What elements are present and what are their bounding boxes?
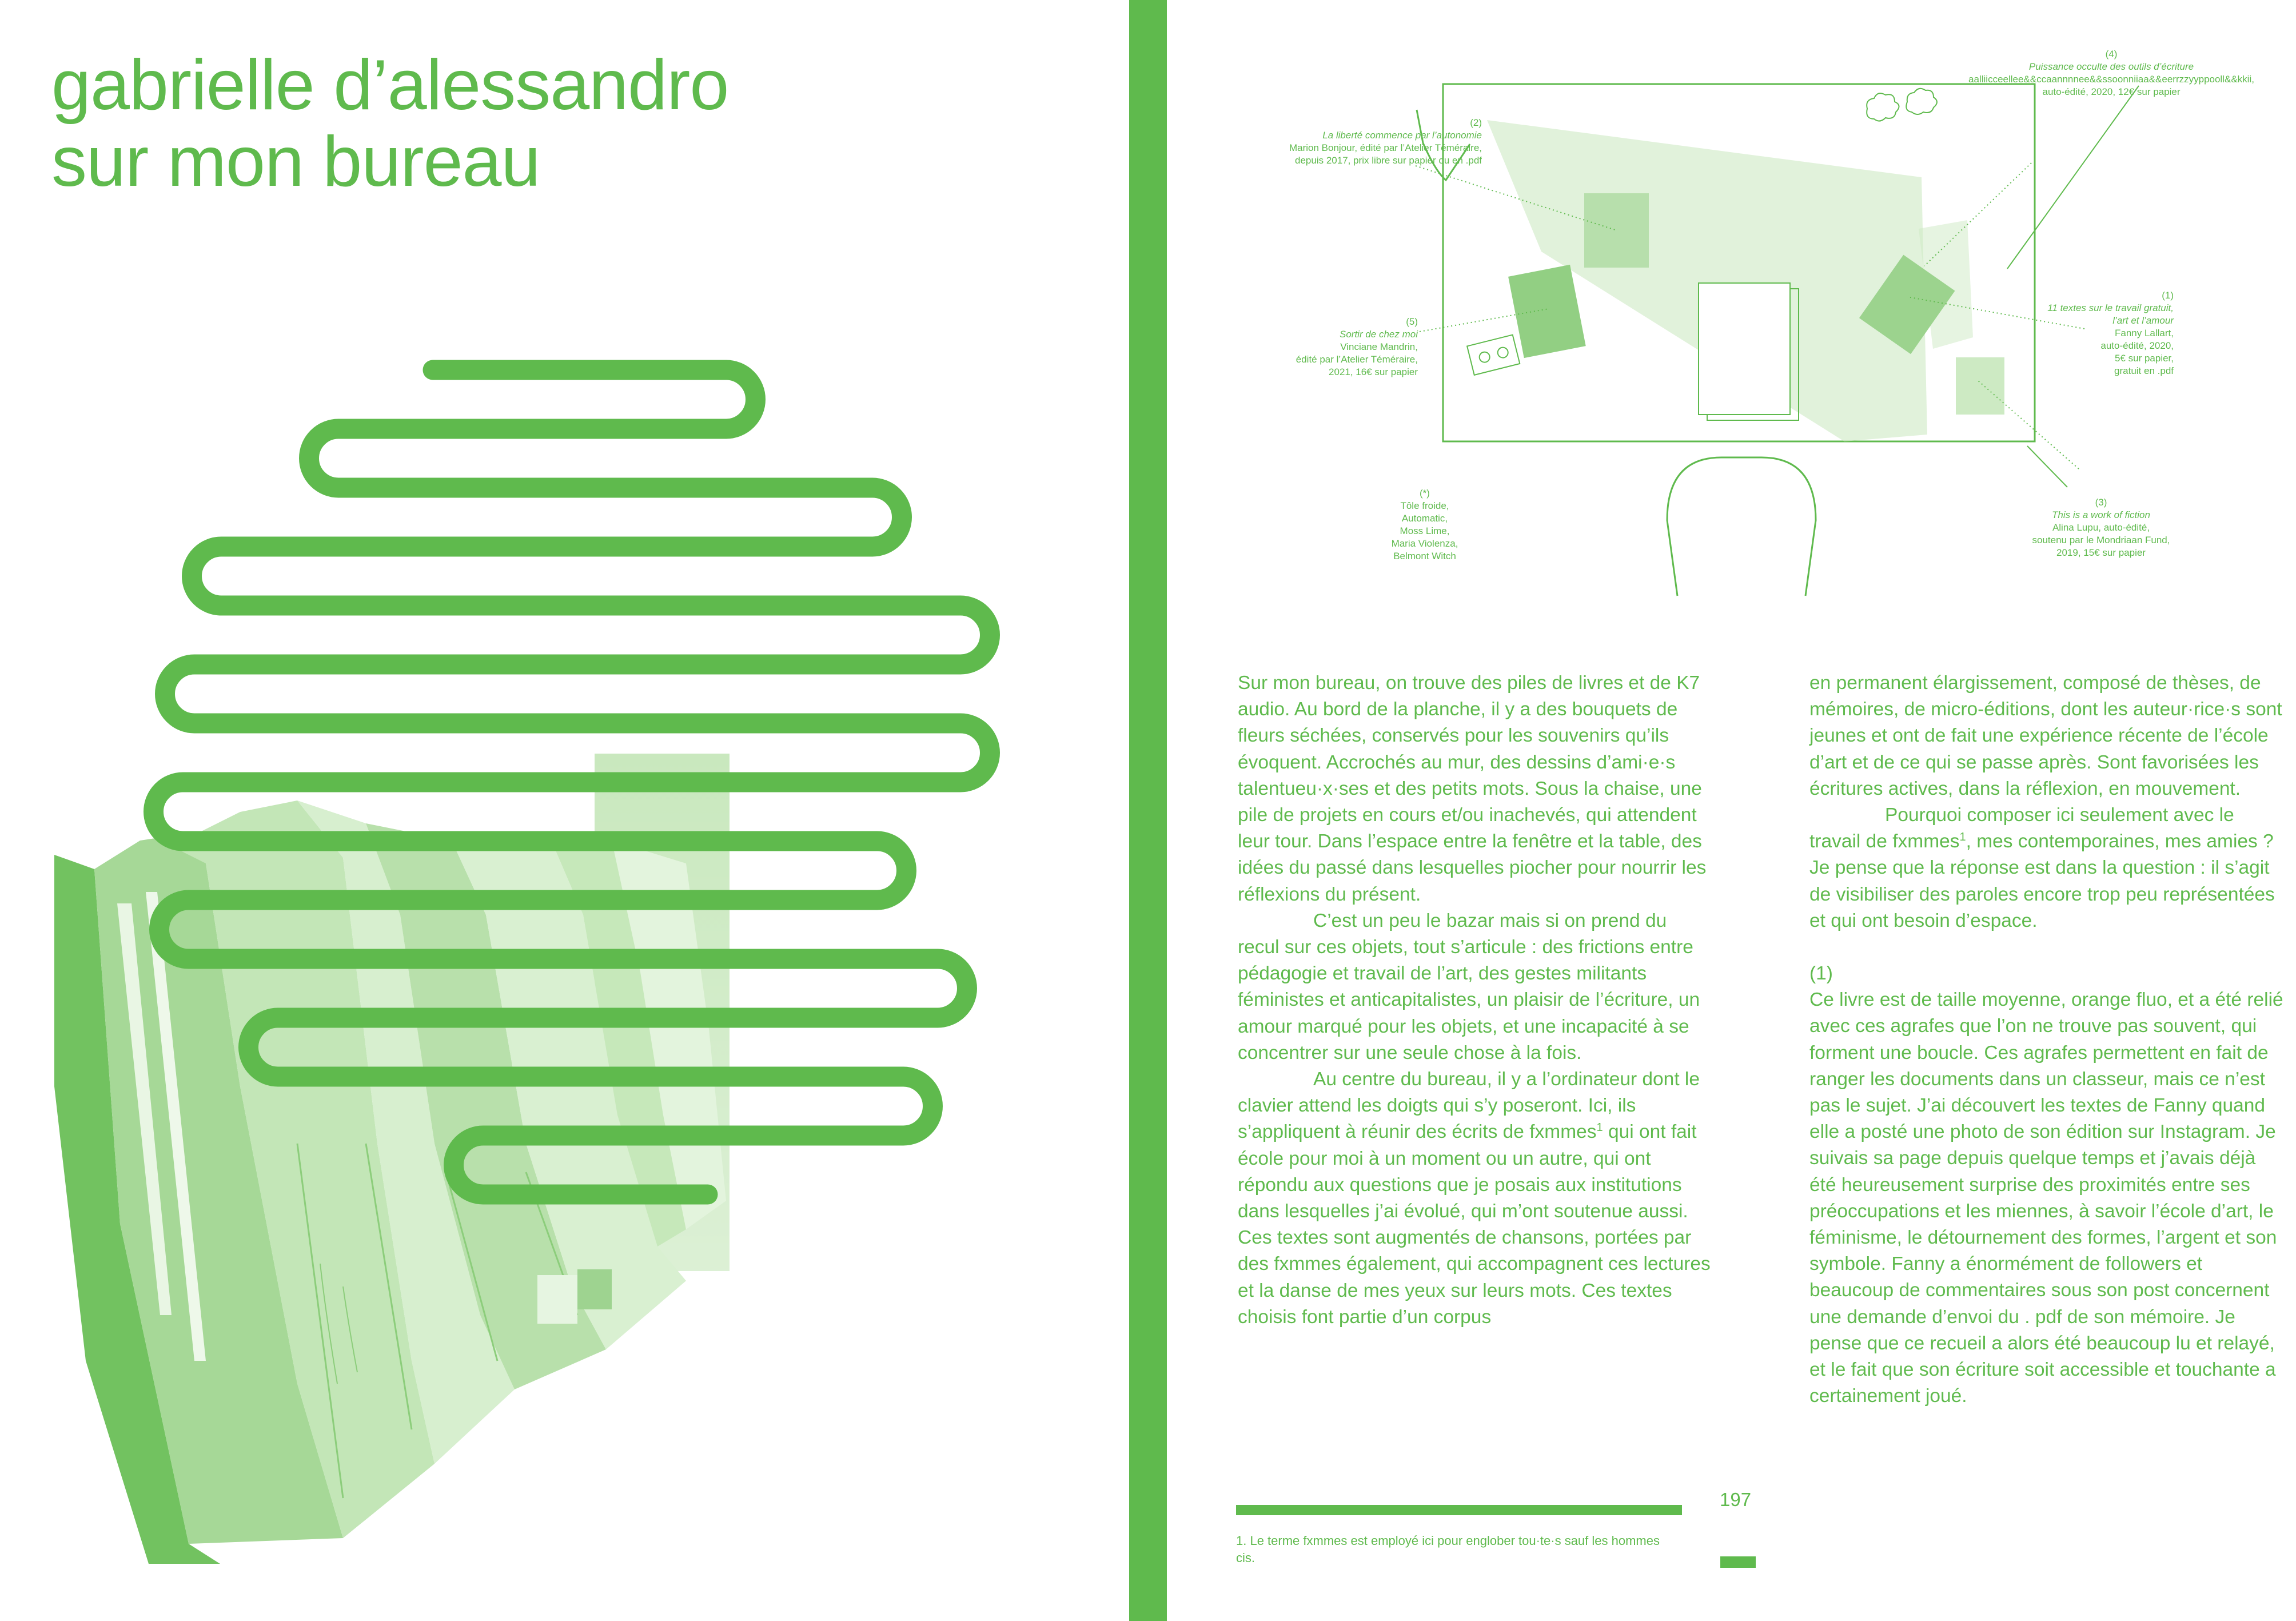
footnote-rule (1236, 1505, 1682, 1515)
footnote: 1. Le terme fxmmes est employé ici pour englober tou·te·s sauf les hommes cis. (1236, 1534, 1660, 1565)
annotation-5-detail-1: Vinciane Mandrin, (1340, 341, 1418, 352)
annotation-3-title: This is a work of fiction (2052, 509, 2150, 520)
center-spine-bar (1129, 0, 1167, 1621)
annotation-star-detail-4: Maria Violenza, (1391, 538, 1458, 549)
leader-lines-solid (2007, 86, 2139, 487)
paragraph: Sur mon bureau, on trouve des piles de livres et de K7 audio. Au bord de la planche, il y a des bouquets de fleurs séchées, conservés pour les souvenirs qu’ils évoquent. Accrochés au mur, des dessins d’ami·e·s talentueu·x·ses et des petits mots. Sous la chaise, une pile de projets en cours et/ou inachevés, qui attendent leur tour. Dans l’espace entre la fenêtre et la table, des idées du passé dans lesquelles piocher pour nourrir les réflexions du présent. (1238, 672, 1707, 905)
paragraph: Ce livre est de taille moyenne, orange fluo, et a été relié avec ces agrafes que l’on ne trouve pas souvent, qui forment une boucle. Ces agrafes permettent en fait de ranger les documents dans un classeur, mais ce n’est pas le sujet. J’ai découvert les textes de Fanny quand elle a posté une photo de son édition sur Instagram. Je suivais sa page depuis quelque temps et j’avais déjà été heureusement surprise des proximités entre ses préoccupations et les miennes, à savoir l’école d’art, le féminisme, le détournement des formes, l’argent et son symbole. Fanny a énormément de followers et beaucoup de commentaires sous son post concernent une demande d’envoi du . pdf de son mémoire. Je pense que ce recueil a alors été beaucoup lu et relayé, et le fait que son écriture soit accessible et touchante a certainement joué. (1809, 989, 2283, 1407)
annotation-1 (2024, 289, 2174, 377)
annotation-star-detail-3: Moss Lime, (1400, 525, 1450, 536)
footnote-reference[interactable]: 1 (1596, 1121, 1603, 1134)
body-column-2 (1809, 670, 2284, 1409)
paragraph (1238, 1066, 1712, 1331)
chair-outline (1667, 457, 1816, 596)
dried-flowers (1867, 89, 1937, 121)
book-pile-photo (54, 754, 730, 1564)
annotation-4-title: Puissance occulte des outils d’écriture (2028, 61, 2194, 72)
annotation-5-number: (5) (1406, 316, 1418, 327)
page-marker-bar (1720, 1556, 1756, 1568)
annotation-1-detail-1: Fanny Lallart, (2115, 328, 2174, 338)
paragraph-text: Pourquoi composer ici seulement avec le travail de fxmmes (1809, 804, 2234, 853)
body-column-1 (1238, 670, 1712, 1331)
footnote-reference[interactable]: 1 (1959, 831, 1966, 844)
annotation-1-title-2: l’art et l’amour (2112, 315, 2174, 326)
annotation-3-detail-3: 2019, 15€ sur papier (2056, 547, 2146, 558)
paragraph-text: Au centre du bureau, il y a l’ordinateur dont le clavier attend les doigts qui s’y poseront. Ici, ils s’appliquent à réunir des écrits de fxmmes (1238, 1069, 1700, 1143)
annotation-star-detail-1: Tôle froide, (1400, 500, 1449, 511)
paragraph-text: qui ont fait école pour moi à un moment ou un autre, qui ont répondu aux questions que je posais aux institutions dans lesquelles j’ai évolué, qui m’ont soutenue aussi. Ces textes sont augmentés de chansons, portées par des fxmmes également, qui accompagnent ces lectures et la danse de mes yeux sur leurs mots. Ces textes choisis font partie d’un corpus (1238, 1121, 1711, 1328)
cassette-tape (1467, 335, 1520, 375)
annotation-3-detail-1: Alina Lupu, auto-édité, (2052, 522, 2150, 533)
title-line-1: gabrielle d’alessandro (51, 46, 729, 125)
annotation-3 (1998, 496, 2204, 559)
annotation-1-title: 11 textes sur le travail gratuit, (2047, 302, 2174, 313)
annotation-4-detail-2: auto-édité, 2020, 12€ sur papier (2042, 86, 2181, 97)
annotation-5 (1269, 316, 1418, 379)
annotation-star-number: (*) (1420, 488, 1430, 499)
annotation-5-detail-2: édité par l’Atelier Téméraire, (1296, 354, 1418, 365)
annotation-5-detail-3: 2021, 16€ sur papier (1329, 367, 1418, 377)
annotation-2 (1246, 117, 1482, 167)
page-number: 197 (1720, 1489, 1752, 1510)
annotation-3-number: (3) (2095, 497, 2107, 508)
annotation-4-number: (4) (2105, 49, 2118, 59)
annotation-star-detail-2: Automatic, (1401, 513, 1448, 524)
annotation-2-detail-2: depuis 2017, prix libre sur papier ou en .pdf (1295, 155, 1482, 166)
title-line-2: sur mon bureau (51, 122, 540, 201)
annotation-1-detail-2: auto-édité, 2020, (2100, 340, 2174, 351)
annotation-4 (1968, 48, 2254, 98)
annotation-1-detail-4: gratuit en .pdf (2114, 365, 2174, 376)
annotation-3-detail-2: soutenu par le Mondriaan Fund, (2032, 535, 2170, 545)
annotation-5-title: Sortir de chez moi (1340, 329, 1418, 340)
annotation-2-number: (2) (1470, 117, 1482, 128)
paragraph: en permanent élargissement, composé de thèses, de mémoires, de micro-éditions, dont les auteur·rice·s sont jeunes et ont de fait une expérience récente de l’école d’art et de ce qui se passe après. Sont favorisées les écritures actives, dans la réflexion, en mouvement. (1809, 672, 2282, 799)
section-number: (1) (1809, 963, 1833, 985)
annotation-star (1368, 487, 1482, 563)
wavy-line-graphic (154, 370, 990, 1194)
annotation-2-title: La liberté commence par l’autonomie (1322, 130, 1482, 141)
paragraph (1809, 802, 2284, 934)
paragraph: C’est un peu le bazar mais si on prend du recul sur ces objets, tout s’articule : des frictions entre pédagogie et travail de l’art, des gestes militants féministes et anticapitalistes, un plaisir de l’écriture, un amour marqué pour les objets, et une incapacité à se concentrer sur une seule chose à la fois. (1238, 910, 1700, 1064)
annotation-4-detail-1: aalliicceellee&&ccaannnnee&&ssoonniiaa&&eerrzzyyppooll&&kkii, (1968, 74, 2254, 85)
paper-stack (1699, 283, 1799, 420)
annotation-1-detail-3: 5€ sur papier, (2114, 353, 2174, 364)
annotation-star-detail-5: Belmont Witch (1393, 551, 1456, 561)
paragraph-text: , mes contemporaines, mes amies ? Je pense que la réponse est dans la question : il s’agit de visibiliser des paroles encore trop peu représentées et qui ont besoin d’espace. (1809, 831, 2275, 931)
annotation-2-detail-1: Marion Bonjour, édité par l’Atelier Téméraire, (1289, 142, 1482, 153)
annotation-1-number: (1) (2162, 290, 2174, 301)
